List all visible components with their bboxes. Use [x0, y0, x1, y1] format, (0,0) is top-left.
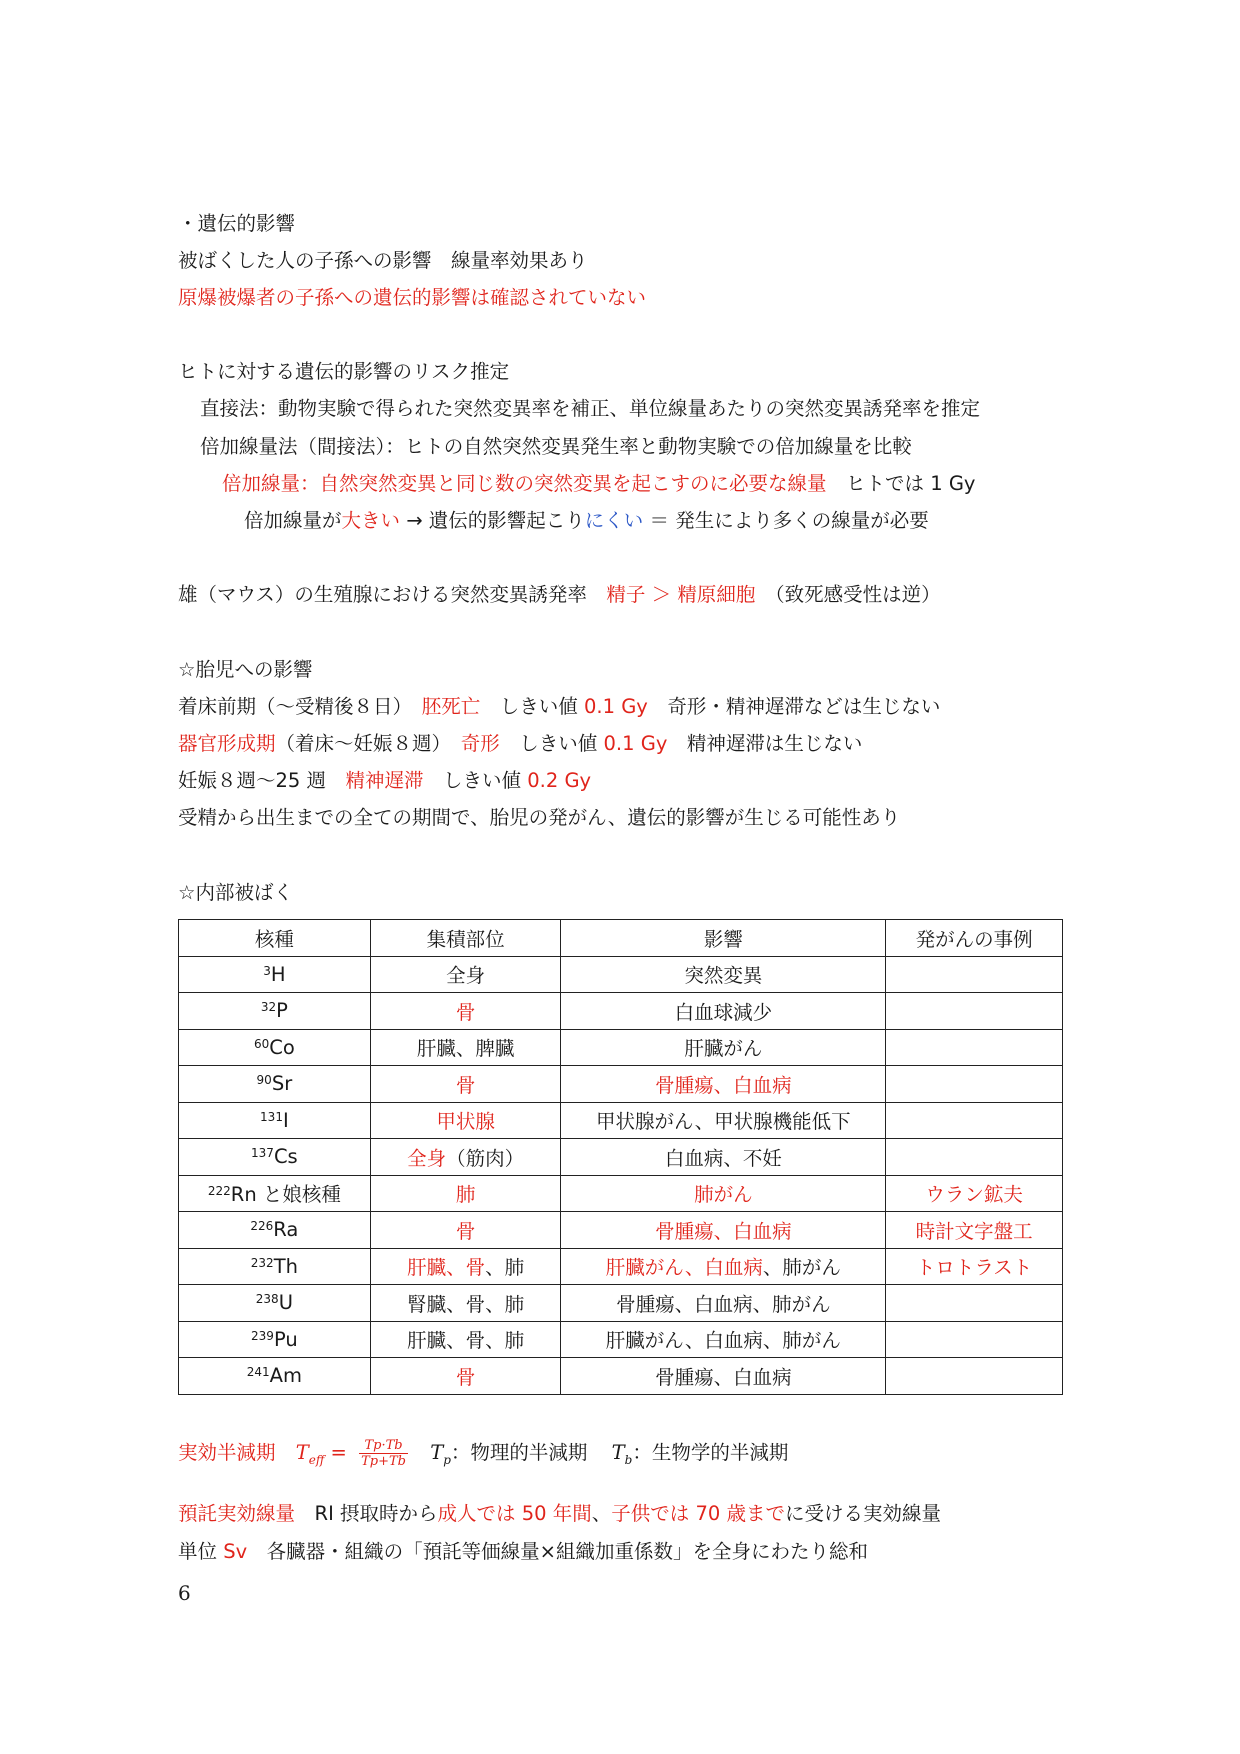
internal-exposure-heading: ☆内部被ばく — [178, 881, 293, 904]
case-cell — [886, 1358, 1063, 1395]
mass-number: 32 — [260, 1000, 277, 1015]
element-symbol: Pu — [273, 1327, 298, 1351]
effect-cell: 骨腫瘍、白血病 — [561, 1358, 886, 1395]
text: RI 摂取時から — [295, 1502, 438, 1525]
nuclide-cell — [179, 1175, 371, 1212]
malformation: 奇形 — [460, 732, 500, 755]
element-symbol: Am — [269, 1364, 302, 1388]
nuclide-cell — [179, 1029, 371, 1066]
effect-cell: 白血病、不妊 — [561, 1139, 886, 1176]
effect-cell: 肝臓がん — [561, 1029, 886, 1066]
risk-heading: ヒトに対する遺伝的影響のリスク推定 — [178, 360, 510, 383]
doubling-dose-method: 倍加線量法（間接法）：ヒトの自然突然変異発生率と動物実験での倍加線量を比較 — [200, 435, 912, 458]
element-symbol: Ra — [273, 1218, 299, 1242]
mass-number: 90 — [256, 1073, 272, 1088]
header-nuclide: 核種 — [179, 920, 371, 957]
text: しきい値 — [423, 769, 528, 792]
mouse-mutation-rate — [178, 581, 941, 609]
nuclide-cell — [179, 1358, 371, 1395]
text: しきい値 — [480, 695, 584, 718]
nuclide-cell — [179, 1285, 371, 1322]
site-cell — [370, 1248, 561, 1285]
nuclide-cell — [179, 993, 371, 1030]
site-cell: 骨 — [370, 993, 561, 1030]
fetus-all-periods: 受精から出生までの全ての期間で、胎児の発がん、遺伝的影響が生じる可能性あり — [178, 806, 901, 829]
table-row — [179, 956, 1063, 993]
element-symbol: I — [282, 1108, 289, 1132]
text: 単位 — [178, 1540, 224, 1563]
site-black: （筋肉） — [446, 1146, 525, 1170]
nuclide-cell — [179, 1321, 371, 1358]
table-row — [179, 1029, 1063, 1066]
nuclide-cell — [179, 956, 371, 993]
fraction-numerator: Tp·Tb — [359, 1438, 408, 1454]
relation-part-3: ＝ 発生により多くの線量が必要 — [643, 509, 929, 532]
heredity-line-1: 被ばくした人の子孫への影響 線量率効果あり — [178, 249, 588, 272]
doubling-dose-human: ヒトでは 1 Gy — [826, 472, 976, 495]
site-cell: 骨 — [370, 1066, 561, 1103]
fetus-row-organogenesis — [178, 730, 862, 758]
mass-number: 137 — [251, 1146, 274, 1161]
site-red: 肝臓、骨 — [407, 1256, 486, 1280]
site-cell: 全身 — [370, 956, 561, 993]
element-symbol: Sr — [271, 1072, 293, 1096]
mass-number: 241 — [246, 1365, 270, 1380]
nuclide-cell — [179, 1139, 371, 1176]
table-row — [179, 1321, 1063, 1358]
table-row — [179, 1285, 1063, 1322]
nuclide-cell — [179, 1248, 371, 1285]
case-cell — [886, 1066, 1063, 1103]
tb-symbol: $T_b$ — [611, 1441, 633, 1467]
effect-cell: 骨腫瘍、白血病 — [561, 1066, 886, 1103]
element-symbol: Cs — [273, 1145, 298, 1169]
text: （着床～妊娠８週） — [275, 732, 461, 755]
effect-cell: 白血球減少 — [561, 993, 886, 1030]
case-cell — [886, 1139, 1063, 1176]
adult-period: 成人では 50 年間 — [437, 1502, 592, 1525]
text: に受ける実効線量 — [784, 1502, 941, 1525]
element-symbol: Rn と娘核種 — [230, 1183, 341, 1207]
element-symbol: Co — [269, 1035, 295, 1059]
fetus-heading: ☆胎児への影響 — [178, 658, 313, 681]
site-cell: 肝臓、脾臓 — [370, 1029, 561, 1066]
effect-black: 、肺がん — [762, 1256, 841, 1280]
tp-description: ：物理的半減期 — [450, 1441, 588, 1464]
table-row — [179, 1358, 1063, 1395]
table-row — [179, 1212, 1063, 1249]
mass-number: 60 — [253, 1036, 270, 1051]
case-cell: トロトラスト — [886, 1248, 1063, 1285]
case-cell: 時計文字盤工 — [886, 1212, 1063, 1249]
relation-part-2: → 遺伝的影響起こり — [400, 509, 585, 532]
mouse-sperm-comparison: 精子 ＞ 精原細胞 — [606, 583, 756, 606]
effect-cell: 骨腫瘍、白血病、肺がん — [561, 1285, 886, 1322]
nuclide-cell — [179, 1102, 371, 1139]
nuclide-cell — [179, 1066, 371, 1103]
tp-symbol: $T_p$ — [430, 1441, 451, 1467]
element-symbol: Th — [273, 1254, 298, 1278]
equals-sign: = — [324, 1441, 354, 1464]
teff-symbol: $T_{eff}$ — [295, 1441, 325, 1467]
mass-number: 238 — [255, 1292, 279, 1307]
tb-description: ：生物学的半減期 — [632, 1441, 789, 1464]
committed-label: 預託実効線量 — [178, 1502, 296, 1525]
effective-half-life — [178, 1437, 788, 1469]
mouse-prefix: 雄（マウス）の生殖腺における突然変異誘発率 — [178, 583, 607, 606]
case-cell — [886, 1285, 1063, 1322]
relation-part-1: 倍加線量が — [244, 509, 342, 532]
fetus-row-preimplantation — [178, 693, 940, 721]
organogenesis-label: 器官形成期 — [178, 732, 276, 755]
effect-cell: 甲状腺がん、甲状腺機能低下 — [561, 1102, 886, 1139]
site-black: 、肺 — [485, 1256, 525, 1280]
case-cell — [886, 1029, 1063, 1066]
text: 、 — [591, 1502, 612, 1525]
mental-retardation: 精神遅滞 — [345, 769, 424, 792]
element-symbol: P — [276, 999, 288, 1023]
text: しきい値 — [499, 732, 604, 755]
text: 着床前期（～受精後８日） — [178, 695, 422, 718]
header-cancer-case: 発がんの事例 — [886, 920, 1063, 957]
fetus-row-8-25-weeks — [178, 767, 591, 795]
site-cell: 骨 — [370, 1358, 561, 1395]
table-row — [179, 1066, 1063, 1103]
effect-cell: 突然変異 — [561, 956, 886, 993]
mass-number: 131 — [260, 1109, 283, 1124]
text: 各臓器・組織の「預託等価線量×組織加重係数」を全身にわたり総和 — [247, 1540, 868, 1563]
case-cell: ウラン鉱夫 — [886, 1175, 1063, 1212]
mass-number: 226 — [250, 1219, 274, 1234]
mass-number: 232 — [250, 1255, 274, 1270]
effect-cell — [561, 1248, 886, 1285]
effect-cell: 肝臓がん、白血病、肺がん — [561, 1321, 886, 1358]
heredity-line-2: 原爆被爆者の子孫への遺伝的影響は確認されていない — [178, 286, 647, 309]
table-row — [179, 993, 1063, 1030]
table-row — [179, 1248, 1063, 1285]
table-row — [179, 1139, 1063, 1176]
child-period: 子供では 70 歳まで — [611, 1502, 785, 1525]
doubling-dose-definition-red: 倍加線量：自然突然変異と同じ数の突然変異を起こすのに必要な線量 — [222, 472, 827, 495]
unit-sv: Sv — [223, 1540, 248, 1563]
direct-method: 直接法：動物実験で得られた突然変異率を補正、単位線量あたりの突然変異誘発率を推定 — [200, 397, 981, 420]
mass-number: 3 — [263, 963, 271, 978]
effective-half-life-label: 実効半減期 — [178, 1441, 276, 1464]
site-red: 全身 — [407, 1146, 447, 1170]
case-cell — [886, 956, 1063, 993]
text: 精神遅滞は生じない — [667, 732, 863, 755]
text: 奇形・精神遅滞などは生じない — [647, 695, 941, 718]
element-symbol: U — [278, 1291, 293, 1315]
doubling-dose-definition — [222, 470, 975, 498]
committed-unit-line — [178, 1538, 868, 1566]
table-row — [179, 1102, 1063, 1139]
site-cell: 肺 — [370, 1175, 561, 1212]
nuclide-cell — [179, 1212, 371, 1249]
mass-number: 222 — [207, 1184, 231, 1199]
site-cell: 腎臓、骨、肺 — [370, 1285, 561, 1322]
mass-number: 239 — [251, 1328, 274, 1343]
case-cell — [886, 1321, 1063, 1358]
element-symbol: H — [270, 962, 286, 986]
threshold-value: 0.2 Gy — [527, 769, 592, 792]
case-cell — [886, 1102, 1063, 1139]
embryo-death: 胚死亡 — [421, 695, 481, 718]
mouse-suffix: （致死感受性は逆） — [755, 583, 941, 606]
site-cell: 肝臓、骨、肺 — [370, 1321, 561, 1358]
committed-effective-dose — [178, 1500, 941, 1528]
doubling-dose-relation — [244, 507, 929, 535]
site-cell — [370, 1139, 561, 1176]
effect-cell: 骨腫瘍、白血病 — [561, 1212, 886, 1249]
table-row — [179, 1175, 1063, 1212]
half-life-fraction — [359, 1438, 408, 1469]
page-number: 6 — [178, 1581, 191, 1605]
threshold-value: 0.1 Gy — [603, 732, 668, 755]
internal-exposure-table — [178, 919, 1063, 1395]
site-cell: 骨 — [370, 1212, 561, 1249]
header-accumulation-site: 集積部位 — [370, 920, 561, 957]
effect-red: 肝臓がん、白血病 — [605, 1256, 763, 1280]
relation-hard: にくい — [584, 509, 644, 532]
threshold-value: 0.1 Gy — [583, 695, 648, 718]
effect-cell: 肺がん — [561, 1175, 886, 1212]
fraction-denominator: Tp+Tb — [361, 1454, 406, 1469]
site-cell: 甲状腺 — [370, 1102, 561, 1139]
relation-big: 大きい — [341, 509, 401, 532]
heredity-heading: ・遺伝的影響 — [178, 212, 296, 235]
table-header-row — [179, 920, 1063, 957]
case-cell — [886, 993, 1063, 1030]
text: 妊娠８週～25 週 — [178, 769, 346, 792]
header-effect: 影響 — [561, 920, 886, 957]
